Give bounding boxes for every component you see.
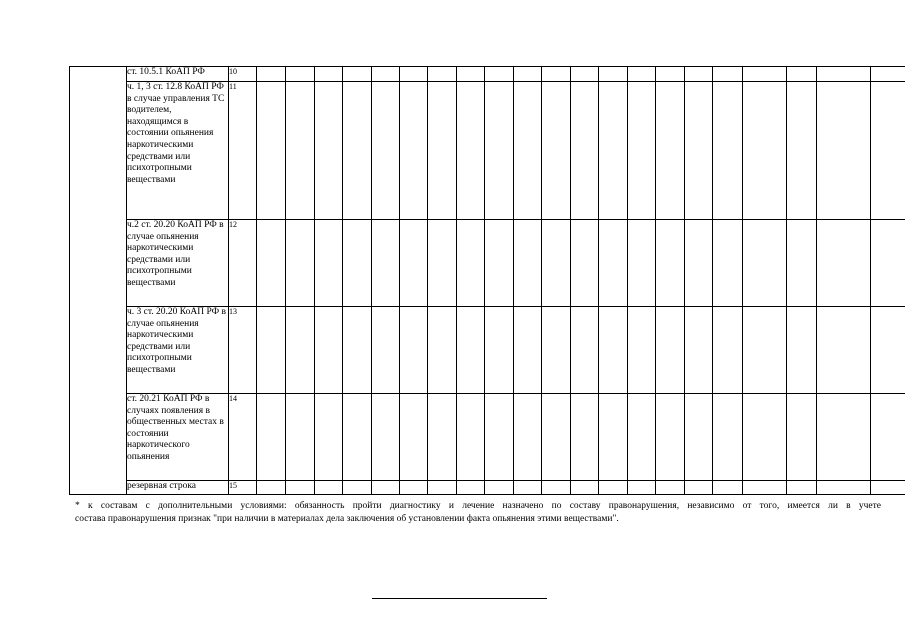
row-number: 15 [229, 481, 257, 495]
data-cell [817, 307, 871, 394]
table-row [70, 307, 905, 394]
data-cell [685, 67, 713, 82]
data-cell [343, 220, 372, 307]
data-cell [257, 481, 286, 495]
data-cell [787, 220, 817, 307]
data-cell [628, 67, 656, 82]
data-cell [599, 394, 628, 481]
data-cell [343, 394, 372, 481]
data-cell [457, 307, 485, 394]
data-cell [286, 481, 315, 495]
data-cell [400, 307, 428, 394]
data-cell [400, 220, 428, 307]
data-cell [817, 220, 871, 307]
data-cell [372, 220, 400, 307]
data-cell [542, 220, 571, 307]
data-cell [286, 67, 315, 82]
data-cell [457, 220, 485, 307]
data-cell [428, 67, 457, 82]
data-cell [685, 481, 713, 495]
data-cell [599, 307, 628, 394]
data-cell [628, 394, 656, 481]
data-cell [372, 481, 400, 495]
data-cell [713, 307, 743, 394]
data-cell [871, 394, 905, 481]
data-cell [343, 67, 372, 82]
data-cell [514, 67, 542, 82]
data-cell [713, 220, 743, 307]
data-cell [514, 481, 542, 495]
data-cell [457, 394, 485, 481]
data-cell [315, 307, 343, 394]
data-cell [257, 67, 286, 82]
row-number: 11 [229, 82, 257, 220]
data-cell [257, 220, 286, 307]
data-cell [628, 82, 656, 220]
data-cell [743, 67, 787, 82]
data-cell [315, 481, 343, 495]
data-cell [428, 481, 457, 495]
data-cell [400, 481, 428, 495]
row-number: 13 [229, 307, 257, 394]
data-cell [743, 82, 787, 220]
data-cell [514, 307, 542, 394]
data-cell [656, 220, 685, 307]
data-cell [656, 481, 685, 495]
table-row [70, 67, 905, 82]
data-cell [713, 481, 743, 495]
data-cell [871, 67, 905, 82]
data-cell [286, 220, 315, 307]
data-cell [743, 220, 787, 307]
row-label: ч. 3 ст. 20.20 КоАП РФ в случае опьянения наркотическими средствами или психотропными веществами [127, 307, 229, 394]
data-cell [428, 82, 457, 220]
data-cell [787, 394, 817, 481]
data-cell [787, 307, 817, 394]
data-cell [315, 394, 343, 481]
data-cell [817, 481, 871, 495]
data-cell [485, 307, 514, 394]
footnote-line-1: * к составам с дополнительными условиями: обязанность пройти диагностику и лечение назначено по составу правонарушения, независимо от того, имеется ли в учете [75, 501, 881, 511]
data-cell [286, 82, 315, 220]
data-cell [315, 67, 343, 82]
data-cell [428, 307, 457, 394]
row-number: 12 [229, 220, 257, 307]
row-label: ст. 10.5.1 КоАП РФ [127, 67, 229, 82]
data-cell [713, 82, 743, 220]
data-cell [514, 220, 542, 307]
data-cell [428, 220, 457, 307]
data-cell [286, 394, 315, 481]
data-cell [457, 67, 485, 82]
data-cell [743, 481, 787, 495]
data-cell [685, 307, 713, 394]
bottom-rule [372, 598, 547, 599]
data-cell [372, 82, 400, 220]
data-cell [257, 307, 286, 394]
data-cell [871, 82, 905, 220]
data-cell [656, 307, 685, 394]
data-cell [542, 82, 571, 220]
data-cell [743, 307, 787, 394]
data-cell [372, 67, 400, 82]
data-cell [817, 394, 871, 481]
data-cell [871, 307, 905, 394]
data-cell [571, 394, 599, 481]
table-row [70, 82, 905, 220]
data-cell [343, 82, 372, 220]
data-cell [457, 82, 485, 220]
data-cell [400, 82, 428, 220]
data-cell [628, 307, 656, 394]
data-cell [599, 220, 628, 307]
data-cell [743, 394, 787, 481]
data-cell [514, 394, 542, 481]
data-cell [685, 82, 713, 220]
data-cell [787, 67, 817, 82]
data-cell [571, 481, 599, 495]
data-cell [372, 394, 400, 481]
data-cell [571, 82, 599, 220]
data-cell [656, 394, 685, 481]
data-cell [485, 82, 514, 220]
statistics-table [69, 66, 905, 495]
data-cell [286, 307, 315, 394]
row-number: 10 [229, 67, 257, 82]
data-cell [871, 481, 905, 495]
data-cell [713, 394, 743, 481]
data-cell [571, 220, 599, 307]
table-row [70, 481, 905, 495]
data-cell [542, 307, 571, 394]
row-label: ст. 20.21 КоАП РФ в случаях появления в общественных местах в состоянии наркотического опьянения [127, 394, 229, 481]
data-cell [628, 220, 656, 307]
data-cell [817, 82, 871, 220]
data-cell [485, 481, 514, 495]
data-cell [599, 481, 628, 495]
data-cell [599, 67, 628, 82]
data-cell [685, 220, 713, 307]
data-cell [628, 481, 656, 495]
data-cell [685, 394, 713, 481]
data-cell [400, 67, 428, 82]
data-cell [400, 394, 428, 481]
row-label: резервная строка [127, 481, 229, 495]
data-cell [542, 394, 571, 481]
row-label: ч.2 ст. 20.20 КоАП РФ в случае опьянения наркотическими средствами или психотропными веществами [127, 220, 229, 307]
data-cell [428, 394, 457, 481]
data-cell [372, 307, 400, 394]
row-number: 14 [229, 394, 257, 481]
data-cell [315, 82, 343, 220]
footnote [75, 500, 881, 526]
data-cell [787, 481, 817, 495]
data-cell [656, 67, 685, 82]
data-cell [817, 67, 871, 82]
footnote-line-2: состава правонарушения признак "при наличии в материалах дела заключения об установлении факта опьянения этими веществами". [75, 514, 619, 525]
data-cell [871, 220, 905, 307]
data-cell [542, 481, 571, 495]
data-cell [315, 220, 343, 307]
data-cell [485, 220, 514, 307]
data-cell [514, 82, 542, 220]
table-row [70, 220, 905, 307]
group-cell [70, 67, 127, 495]
data-cell [257, 82, 286, 220]
data-cell [257, 394, 286, 481]
row-label: ч. 1, 3 ст. 12.8 КоАП РФ в случае управления ТС водителем, находящимся в состоянии опьянения наркотическими средствами или психотропными веществами [127, 82, 229, 220]
data-cell [571, 307, 599, 394]
data-cell [656, 82, 685, 220]
table-row [70, 394, 905, 481]
data-cell [571, 67, 599, 82]
data-cell [343, 307, 372, 394]
data-cell [485, 67, 514, 82]
data-cell [457, 481, 485, 495]
data-cell [599, 82, 628, 220]
data-cell [713, 67, 743, 82]
data-cell [542, 67, 571, 82]
data-cell [485, 394, 514, 481]
data-cell [787, 82, 817, 220]
data-cell [343, 481, 372, 495]
